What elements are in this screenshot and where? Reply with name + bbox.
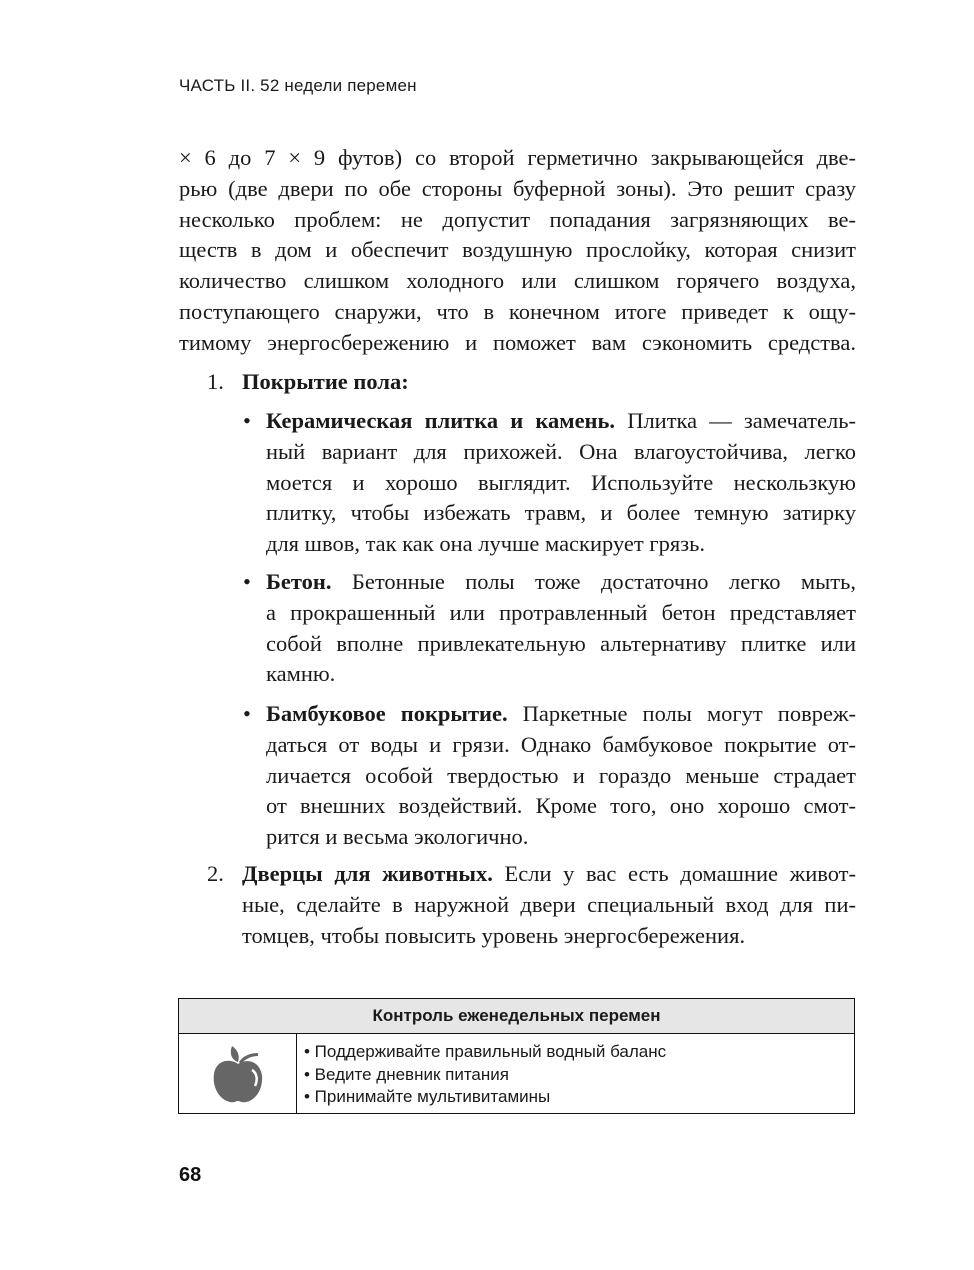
bullet-text: Плитка — замечатель- — [615, 408, 856, 433]
list-item-text: Если у вас есть домашние живот- — [492, 861, 857, 886]
text-line: тимому энергосбережению и поможет вам сэкономить средства. — [179, 329, 856, 355]
list-number: 1. — [207, 369, 224, 394]
bullet-title: Керамическая плитка и камень. — [266, 408, 616, 433]
running-header: ЧАСТЬ II. 52 недели перемен — [179, 76, 417, 95]
text-line: от внешних воздействий. Кроме того, оно хорошо смот- — [266, 793, 856, 819]
text-line: ные, сделайте в наружной двери специальный вход для пи- — [242, 891, 856, 917]
text-line: ществ в дом и обеспечит воздушную прослойку, которая снизит — [179, 237, 856, 263]
text-line: томцев, чтобы повысить уровень энергосбережения. — [242, 922, 746, 948]
box-checklist — [297, 1034, 854, 1113]
text-line: плитку, чтобы избежать травм, и более темную затирку — [266, 500, 856, 526]
text-line: несколько проблем: не допустит попадания загрязняющих ве- — [179, 206, 856, 232]
box-icon-cell — [179, 1034, 297, 1113]
bullet-text: Бетонные полы тоже достаточно легко мыть, — [331, 569, 856, 594]
apple-icon — [210, 1042, 266, 1106]
bullet-marker: • — [243, 569, 251, 594]
weekly-changes-box — [178, 998, 855, 1114]
text-line: поступающего снаружи, что в конечном итоге приведет к ощу- — [179, 298, 856, 324]
checklist-item: • Принимайте мультивитамины — [304, 1087, 551, 1106]
bullet-marker: • — [243, 701, 251, 726]
bullet-title: Бетон. — [266, 569, 332, 594]
text-line: камню. — [266, 661, 336, 687]
intro-paragraph — [179, 143, 856, 359]
text-line: для швов, так как она лучше маскирует грязь. — [266, 531, 705, 557]
list-item-title: Покрытие пола: — [242, 369, 409, 394]
page-number: 68 — [179, 1164, 202, 1186]
checklist-item: • Ведите дневник питания — [304, 1064, 509, 1084]
text-line: моется и хорошо выглядит. Используйте нескользкую — [266, 469, 856, 495]
bullet-text: Паркетные полы могут повреж- — [507, 701, 856, 726]
list-number: 2. — [207, 861, 224, 886]
bullet-marker: • — [243, 408, 251, 433]
text-line: собой вполне привлекательную альтернативу плитке или — [266, 630, 856, 656]
checklist-item: • Поддерживайте правильный водный баланс — [304, 1042, 667, 1061]
list-item-title: Дверцы для животных. — [242, 861, 493, 886]
text-line: а прокрашенный или протравленный бетон представляет — [266, 599, 856, 625]
box-title: Контроль еженедельных перемен — [179, 999, 854, 1034]
bullet-title: Бамбуковое покрытие. — [266, 701, 508, 726]
text-line: количество слишком холодного или слишком горячего воздуха, — [179, 268, 856, 294]
text-line: рью (две двери по обе стороны буферной зоны). Это решит сразу — [179, 175, 856, 201]
text-line: × 6 до 7 × 9 футов) со второй герметично закрывающейся две- — [179, 145, 856, 170]
text-line: ный вариант для прихожей. Она влагоустойчива, легко — [266, 438, 856, 464]
text-line: личается особой твердостью и гораздо меньше страдает — [266, 762, 856, 788]
text-line: рится и весьма экологично. — [266, 824, 529, 850]
text-line: даться от воды и грязи. Однако бамбуковое покрытие от- — [266, 731, 856, 757]
